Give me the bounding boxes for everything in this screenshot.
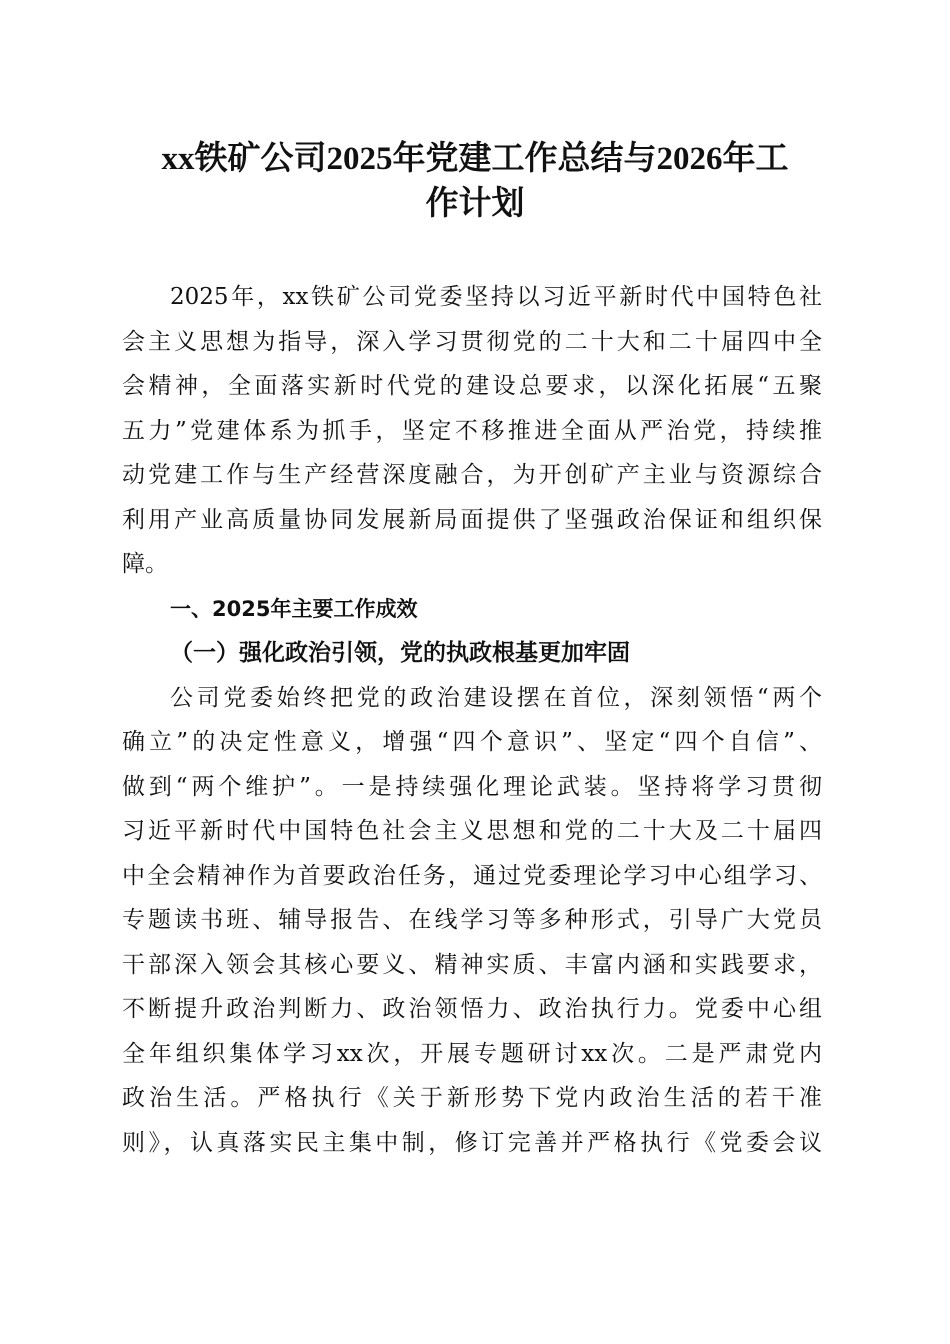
text-line: 公司党委始终把党的政治建设摆在首位，深刻领悟“两个 [170, 684, 822, 711]
text-line: 政治生活。严格执行《关于新形势下党内政治生活的若干准 [122, 1085, 822, 1111]
text-line: 障。 [122, 551, 168, 577]
text-line: 利用产业高质量协同发展新局面提供了坚强政治保证和组织保 [122, 506, 822, 533]
text-line: 不断提升政治判断力、政治领悟力、政治执行力。党委中心组 [122, 996, 822, 1022]
text-line: 中全会精神作为首要政治任务，通过党委理论学习中心组学习、 [122, 862, 822, 889]
text-line: 2025年，xx铁矿公司党委坚持以习近平新时代中国特色社 [170, 284, 822, 310]
text-line: 会精神，全面落实新时代党的建设总要求，以深化拓展“五聚 [122, 373, 822, 399]
text-line: 专题读书班、辅导报告、在线学习等多种形式，引导广大党员 [122, 907, 822, 933]
text-line: 则》，认真落实民主集中制，修订完善并严格执行《党委会议 [122, 1129, 822, 1156]
intro-paragraph [122, 275, 822, 587]
text-line: 确立”的决定性意义，增强“四个意识”、坚定“四个自信”、 [122, 729, 822, 755]
text-line: 动党建工作与生产经营深度融合，为开创矿产主业与资源综合 [122, 462, 822, 488]
document-title [100, 137, 850, 227]
text-line: 全年组织集体学习xx次，开展专题研讨xx次。二是严肃党内 [122, 1040, 822, 1067]
title-line: xx铁矿公司2025年党建工作总结与2026年工 [161, 141, 789, 177]
text-line: 习近平新时代中国特色社会主义思想和党的二十大及二十届四 [122, 818, 822, 844]
text-line: 会主义思想为指导，深入学习贯彻党的二十大和二十届四中全 [122, 328, 822, 355]
body-paragraph [122, 676, 822, 1166]
text-line: 干部深入领会其核心要义、精神实质、丰富内涵和实践要求， [122, 951, 822, 978]
text-line: 五力”党建体系为抓手，坚定不移推进全面从严治党，持续推 [122, 417, 822, 444]
text-line: 做到“两个维护”。一是持续强化理论武装。坚持将学习贯彻 [122, 773, 822, 800]
section-heading: 一、2025年主要工作成效 [170, 596, 418, 621]
document-body [122, 275, 822, 1165]
title-line: 作计划 [425, 186, 525, 222]
subsection-heading: （一）强化政治引领，党的执政根基更加牢固 [170, 639, 630, 666]
